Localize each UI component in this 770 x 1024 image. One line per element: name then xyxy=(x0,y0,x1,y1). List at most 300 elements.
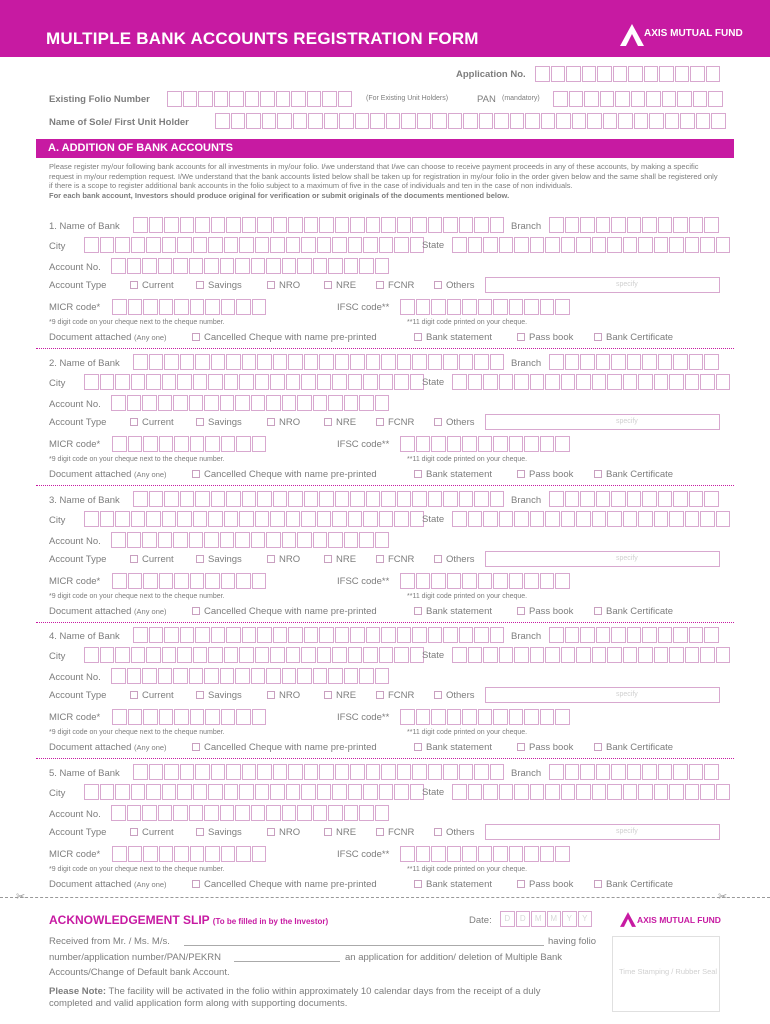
bank-4-type-nre[interactable] xyxy=(324,690,356,701)
bank-3-type-fcnr[interactable] xyxy=(376,554,414,565)
bank-3-doc-2[interactable] xyxy=(414,606,492,617)
bank-5-ifsc-note: **11 digit code printed on your cheque. xyxy=(407,866,528,873)
checkbox-label: Savings xyxy=(208,417,242,428)
bank-3-ifsc-note: **11 digit code printed on your cheque. xyxy=(407,593,528,600)
bank-3-city-boxes[interactable] xyxy=(84,511,425,527)
date-box[interactable]: D xyxy=(516,911,531,927)
ack-number-line[interactable] xyxy=(234,961,340,962)
bank-1-others-specify[interactable] xyxy=(485,277,720,293)
bank-1-name-label: 1. Name of Bank xyxy=(49,221,120,232)
bank-5-others-specify[interactable] xyxy=(485,824,720,840)
checkbox-icon[interactable] xyxy=(324,281,332,289)
bank-5-micr-label: MICR code* xyxy=(49,849,101,860)
bank-5-micr-boxes[interactable] xyxy=(112,846,267,862)
checkbox-label: Cancelled Cheque with name pre-printed xyxy=(204,606,377,617)
bank-5-city-label: City xyxy=(49,788,66,799)
checkbox-label: Pass book xyxy=(529,742,574,753)
ack-note xyxy=(49,986,540,997)
bank-5-type-fcnr[interactable] xyxy=(376,827,414,838)
axis-logo xyxy=(620,20,750,52)
doc-label-note: (Any one) xyxy=(134,880,167,889)
specify-placeholder: specify xyxy=(616,555,638,562)
ack-having-folio: having folio xyxy=(548,936,597,947)
checkbox-label: NRO xyxy=(279,417,301,428)
checkbox-icon[interactable] xyxy=(376,828,384,836)
bank-4-doc-4[interactable] xyxy=(594,742,673,753)
checkbox-icon[interactable] xyxy=(192,880,200,888)
bank-4-doc-3[interactable] xyxy=(517,742,573,753)
checkbox-icon[interactable] xyxy=(324,828,332,836)
folio-label: Existing Folio Number xyxy=(49,94,150,105)
checkbox-icon[interactable] xyxy=(594,743,602,751)
checkbox-label: NRE xyxy=(336,554,357,565)
bank-2-others-specify[interactable] xyxy=(485,414,720,430)
date-box[interactable]: D xyxy=(500,911,515,927)
bank-4-ifsc-label: IFSC code** xyxy=(337,712,390,723)
checkbox-label: NRE xyxy=(336,827,357,838)
bank-1-city-boxes[interactable] xyxy=(84,237,425,253)
bank-3-branch-label: Branch xyxy=(511,495,542,506)
bank-2-type-nre[interactable] xyxy=(324,417,356,428)
bank-3-type-label: Account Type xyxy=(49,554,107,565)
bank-2-branch-boxes[interactable] xyxy=(549,354,720,370)
checkbox-icon[interactable] xyxy=(414,333,422,341)
checkbox-label: Bank statement xyxy=(426,469,493,480)
bank-3-city-label: City xyxy=(49,515,66,526)
bank-2-doc-3[interactable] xyxy=(517,469,573,480)
bank-4-micr-label: MICR code* xyxy=(49,712,101,723)
checkbox-label: FCNR xyxy=(388,554,415,565)
checkbox-label: Bank Certificate xyxy=(606,742,674,753)
bank-2-ifsc-boxes[interactable] xyxy=(400,436,571,452)
checkbox-label: Others xyxy=(446,280,475,291)
bank-4-ifsc-note: **11 digit code printed on your cheque. xyxy=(407,729,528,736)
bank-4-separator xyxy=(36,758,734,759)
checkbox-label: FCNR xyxy=(388,280,415,291)
bank-2-type-others[interactable] xyxy=(434,417,475,428)
bank-4-state-label: State xyxy=(422,650,445,661)
bank-1-separator xyxy=(36,348,734,349)
checkbox-label: Current xyxy=(142,280,174,291)
checkbox-label: FCNR xyxy=(388,417,415,428)
bank-3-account-boxes[interactable] xyxy=(111,532,390,548)
bank-4-doc-2[interactable] xyxy=(414,742,492,753)
stamp-box xyxy=(612,936,720,1012)
checkbox-label: FCNR xyxy=(388,827,415,838)
bank-2-micr-boxes[interactable] xyxy=(112,436,267,452)
specify-placeholder: specify xyxy=(616,418,638,425)
checkbox-icon[interactable] xyxy=(376,691,384,699)
checkbox-label: FCNR xyxy=(388,690,415,701)
bank-3-type-others[interactable] xyxy=(434,554,475,565)
bank-1-micr-boxes[interactable] xyxy=(112,299,267,315)
bank-2-micr-note: *9 digit code on your cheque next to the cheque number. xyxy=(49,456,225,463)
checkbox-icon[interactable] xyxy=(130,418,138,426)
checkbox-label: Cancelled Cheque with name pre-printed xyxy=(204,742,377,753)
checkbox-label: NRO xyxy=(279,554,301,565)
checkbox-icon[interactable] xyxy=(517,333,525,341)
specify-placeholder: specify xyxy=(616,828,638,835)
bank-4-state-boxes[interactable] xyxy=(452,647,731,663)
bank-1-name-boxes[interactable] xyxy=(133,217,505,233)
bank-1-account-label: Account No. xyxy=(49,262,101,273)
holder-name-boxes[interactable] xyxy=(215,113,727,129)
bank-3-state-label: State xyxy=(422,514,445,525)
bank-4-doc-1[interactable] xyxy=(192,742,377,753)
bank-2-name-boxes[interactable] xyxy=(133,354,505,370)
bank-3-type-savings[interactable] xyxy=(196,554,242,565)
bank-4-ifsc-boxes[interactable] xyxy=(400,709,571,725)
cut-line xyxy=(0,897,770,898)
checkbox-label: Bank statement xyxy=(426,332,493,343)
bank-5-account-boxes[interactable] xyxy=(111,805,390,821)
bank-3-name-label: 3. Name of Bank xyxy=(49,495,120,506)
axis-logo-icon xyxy=(620,24,644,46)
bank-1-state-label: State xyxy=(422,240,445,251)
checkbox-icon[interactable] xyxy=(192,333,200,341)
checkbox-icon[interactable] xyxy=(517,743,525,751)
checkbox-label: NRO xyxy=(279,827,301,838)
checkbox-icon[interactable] xyxy=(196,555,204,563)
ack-name-line[interactable] xyxy=(184,945,544,946)
form-header xyxy=(0,0,770,57)
bank-2-city-label: City xyxy=(49,378,66,389)
bank-1-type-fcnr[interactable] xyxy=(376,280,414,291)
checkbox-label: Bank statement xyxy=(426,879,493,890)
ack-number-label: number/application number/PAN/PEKRN xyxy=(49,952,221,963)
bank-5-type-nro[interactable] xyxy=(267,827,300,838)
checkbox-icon[interactable] xyxy=(196,828,204,836)
checkbox-icon[interactable] xyxy=(414,470,422,478)
bank-1-micr-note: *9 digit code on your cheque next to the cheque number. xyxy=(49,319,225,326)
checkbox-icon[interactable] xyxy=(376,418,384,426)
doc-label-text: Document attached xyxy=(49,332,135,343)
bank-3-separator xyxy=(36,622,734,623)
checkbox-label: Savings xyxy=(208,554,242,565)
bank-3-micr-label: MICR code* xyxy=(49,576,101,587)
ack-title xyxy=(49,913,328,927)
bank-5-doc-label xyxy=(49,879,167,890)
doc-label-note: (Any one) xyxy=(134,470,167,479)
checkbox-label: NRO xyxy=(279,280,301,291)
bank-5-name-boxes[interactable] xyxy=(133,764,505,780)
ack-received-label: Received from Mr. / Ms. M/s. xyxy=(49,936,170,947)
ack-note-text-2: completed and valid application form along with supporting documents. xyxy=(49,998,348,1009)
checkbox-label: Others xyxy=(446,690,475,701)
checkbox-icon[interactable] xyxy=(196,281,204,289)
bank-5-doc-2[interactable] xyxy=(414,879,492,890)
bank-3-others-specify[interactable] xyxy=(485,551,720,567)
checkbox-icon[interactable] xyxy=(192,607,200,615)
checkbox-label: NRE xyxy=(336,417,357,428)
bank-2-doc-4[interactable] xyxy=(594,469,673,480)
application-no-boxes[interactable] xyxy=(535,66,721,82)
doc-label-text: Document attached xyxy=(49,879,135,890)
bank-2-type-fcnr[interactable] xyxy=(376,417,414,428)
bank-2-type-label: Account Type xyxy=(49,417,107,428)
bank-1-city-label: City xyxy=(49,241,66,252)
checkbox-icon[interactable] xyxy=(324,555,332,563)
bank-3-doc-1[interactable] xyxy=(192,606,377,617)
form-title: MULTIPLE BANK ACCOUNTS REGISTRATION FORM xyxy=(46,29,479,48)
bank-3-micr-note: *9 digit code on your cheque next to the cheque number. xyxy=(49,593,225,600)
checkbox-icon[interactable] xyxy=(196,691,204,699)
bank-2-doc-label xyxy=(49,469,167,480)
bank-3-type-current[interactable] xyxy=(130,554,174,565)
bank-5-branch-label: Branch xyxy=(511,768,542,779)
date-box[interactable]: Y xyxy=(578,911,593,927)
checkbox-label: Pass book xyxy=(529,606,574,617)
bank-1-type-savings[interactable] xyxy=(196,280,242,291)
checkbox-label: Pass book xyxy=(529,879,574,890)
bank-4-city-boxes[interactable] xyxy=(84,647,425,663)
ack-subtitle: (To be filled in by the Investor) xyxy=(212,917,329,926)
bank-3-state-boxes[interactable] xyxy=(452,511,731,527)
checkbox-icon[interactable] xyxy=(517,470,525,478)
bank-4-type-savings[interactable] xyxy=(196,690,242,701)
checkbox-label: Others xyxy=(446,827,475,838)
scissors-icon-left: ✂ xyxy=(16,891,26,903)
specify-placeholder: specify xyxy=(616,691,638,698)
bank-2-doc-2[interactable] xyxy=(414,469,492,480)
bank-1-type-current[interactable] xyxy=(130,280,174,291)
bank-1-doc-2[interactable] xyxy=(414,332,492,343)
scissors-icon-right: ✂ xyxy=(718,891,728,903)
bank-2-doc-1[interactable] xyxy=(192,469,377,480)
checkbox-label: Current xyxy=(142,554,174,565)
checkbox-icon[interactable] xyxy=(594,333,602,341)
checkbox-icon[interactable] xyxy=(414,743,422,751)
logo-text: AXIS MUTUAL FUND xyxy=(644,28,743,39)
bank-5-ifsc-label: IFSC code** xyxy=(337,849,390,860)
bank-1-ifsc-boxes[interactable] xyxy=(400,299,571,315)
checkbox-icon[interactable] xyxy=(434,418,442,426)
date-box[interactable]: M xyxy=(547,911,562,927)
bank-1-doc-label xyxy=(49,332,167,343)
holder-name-label: Name of Sole/ First Unit Holder xyxy=(49,117,189,128)
bank-4-micr-note: *9 digit code on your cheque next to the cheque number. xyxy=(49,729,225,736)
bank-5-type-nre[interactable] xyxy=(324,827,356,838)
bank-5-type-others[interactable] xyxy=(434,827,475,838)
checkbox-icon[interactable] xyxy=(324,418,332,426)
checkbox-icon[interactable] xyxy=(192,743,200,751)
doc-label-text: Document attached xyxy=(49,469,135,480)
bank-1-branch-boxes[interactable] xyxy=(549,217,720,233)
bank-5-state-label: State xyxy=(422,787,445,798)
checkbox-icon[interactable] xyxy=(434,281,442,289)
checkbox-label: Cancelled Cheque with name pre-printed xyxy=(204,469,377,480)
stamp-text: Time Stamping / Rubber Seal xyxy=(619,967,718,976)
bank-2-separator xyxy=(36,485,734,486)
checkbox-icon[interactable] xyxy=(192,470,200,478)
checkbox-icon[interactable] xyxy=(376,555,384,563)
bank-3-name-boxes[interactable] xyxy=(133,491,505,507)
checkbox-label: Current xyxy=(142,827,174,838)
bank-4-type-others[interactable] xyxy=(434,690,475,701)
checkbox-label: Bank Certificate xyxy=(606,469,674,480)
checkbox-icon[interactable] xyxy=(434,828,442,836)
doc-label-note: (Any one) xyxy=(134,607,167,616)
checkbox-label: Cancelled Cheque with name pre-printed xyxy=(204,332,377,343)
bank-2-state-label: State xyxy=(422,377,445,388)
checkbox-icon[interactable] xyxy=(267,828,275,836)
bank-2-micr-label: MICR code* xyxy=(49,439,101,450)
bank-1-micr-label: MICR code* xyxy=(49,302,101,313)
bank-2-type-nro[interactable] xyxy=(267,417,300,428)
checkbox-icon[interactable] xyxy=(594,607,602,615)
bank-5-type-savings[interactable] xyxy=(196,827,242,838)
checkbox-label: Bank statement xyxy=(426,742,493,753)
folio-note: (For Existing Unit Holders) xyxy=(366,95,449,102)
bank-3-doc-label xyxy=(49,606,167,617)
checkbox-label: NRE xyxy=(336,690,357,701)
bank-5-doc-3[interactable] xyxy=(517,879,573,890)
bank-3-ifsc-boxes[interactable] xyxy=(400,573,571,589)
section-a-title: A. ADDITION OF BANK ACCOUNTS xyxy=(48,142,233,154)
ack-logo-text: AXIS MUTUAL FUND xyxy=(637,915,721,925)
pan-note: (mandatory) xyxy=(502,95,540,102)
bank-3-type-nre[interactable] xyxy=(324,554,356,565)
pan-label: PAN xyxy=(477,94,496,105)
bank-5-type-current[interactable] xyxy=(130,827,174,838)
checkbox-label: Bank Certificate xyxy=(606,879,674,890)
checkbox-icon[interactable] xyxy=(130,691,138,699)
checkbox-icon[interactable] xyxy=(517,607,525,615)
bank-5-city-boxes[interactable] xyxy=(84,784,425,800)
bank-4-others-specify[interactable] xyxy=(485,687,720,703)
bank-1-account-boxes[interactable] xyxy=(111,258,390,274)
checkbox-icon[interactable] xyxy=(434,555,442,563)
bank-1-type-nre[interactable] xyxy=(324,280,356,291)
checkbox-icon[interactable] xyxy=(434,691,442,699)
bank-5-name-label: 5. Name of Bank xyxy=(49,768,120,779)
bank-3-branch-boxes[interactable] xyxy=(549,491,720,507)
bank-4-city-label: City xyxy=(49,651,66,662)
checkbox-label: NRE xyxy=(336,280,357,291)
ack-logo-icon xyxy=(620,912,636,927)
ack-date-boxes[interactable] xyxy=(500,911,593,927)
bank-3-account-label: Account No. xyxy=(49,536,101,547)
bank-5-branch-boxes[interactable] xyxy=(549,764,720,780)
bank-2-type-current[interactable] xyxy=(130,417,174,428)
application-no-label: Application No. xyxy=(456,69,526,80)
bank-3-type-nro[interactable] xyxy=(267,554,300,565)
checkbox-icon[interactable] xyxy=(130,828,138,836)
bank-4-type-nro[interactable] xyxy=(267,690,300,701)
checkbox-label: Current xyxy=(142,417,174,428)
bank-4-type-label: Account Type xyxy=(49,690,107,701)
checkbox-label: Bank statement xyxy=(426,606,493,617)
bank-4-type-current[interactable] xyxy=(130,690,174,701)
bank-4-name-label: 4. Name of Bank xyxy=(49,631,120,642)
checkbox-label: Savings xyxy=(208,827,242,838)
checkbox-icon[interactable] xyxy=(414,880,422,888)
checkbox-label: Pass book xyxy=(529,332,574,343)
bank-4-account-boxes[interactable] xyxy=(111,668,390,684)
bank-2-state-boxes[interactable] xyxy=(452,374,731,390)
bank-3-doc-4[interactable] xyxy=(594,606,673,617)
checkbox-icon[interactable] xyxy=(594,880,602,888)
bank-4-doc-label xyxy=(49,742,167,753)
doc-label-text: Document attached xyxy=(49,606,135,617)
bank-5-type-label: Account Type xyxy=(49,827,107,838)
bank-5-doc-4[interactable] xyxy=(594,879,673,890)
checkbox-icon[interactable] xyxy=(594,470,602,478)
bank-4-micr-boxes[interactable] xyxy=(112,709,267,725)
bank-1-branch-label: Branch xyxy=(511,221,542,232)
bank-5-account-label: Account No. xyxy=(49,809,101,820)
bank-2-account-label: Account No. xyxy=(49,399,101,410)
folio-boxes[interactable] xyxy=(167,91,353,107)
bank-3-doc-3[interactable] xyxy=(517,606,573,617)
section-a-bar xyxy=(36,139,734,158)
bank-4-branch-label: Branch xyxy=(511,631,542,642)
bank-5-doc-1[interactable] xyxy=(192,879,377,890)
checkbox-label: Bank Certificate xyxy=(606,606,674,617)
bank-1-type-others[interactable] xyxy=(434,280,475,291)
checkbox-label: Savings xyxy=(208,280,242,291)
checkbox-icon[interactable] xyxy=(130,555,138,563)
ack-date-label: Date: xyxy=(469,915,492,926)
bank-5-state-boxes[interactable] xyxy=(452,784,731,800)
checkbox-icon[interactable] xyxy=(267,555,275,563)
bank-4-type-fcnr[interactable] xyxy=(376,690,414,701)
intro-text: Please register my/our following bank accounts for all investments in my/our folio. I/we understand that I/we can choose to receive payment proceeds in any of these accounts, by making a specific request in my/our redemption request. I/We understand that the bank accounts listed below shall be taken up for registration in my/our folio in the order given below and the same shall be registered only if there is a scope to register additional bank accounts in the folio subject to a maximum of five in the case of individuals and ten in the case of non individuals. xyxy=(49,162,718,191)
checkbox-icon[interactable] xyxy=(324,691,332,699)
date-box[interactable]: M xyxy=(531,911,546,927)
ack-note-label: Please Note: xyxy=(49,986,107,997)
checkbox-icon[interactable] xyxy=(517,880,525,888)
checkbox-icon[interactable] xyxy=(196,418,204,426)
section-a-paragraph xyxy=(49,162,719,200)
bank-2-branch-label: Branch xyxy=(511,358,542,369)
bank-1-state-boxes[interactable] xyxy=(452,237,731,253)
doc-label-text: Document attached xyxy=(49,742,135,753)
bank-1-doc-3[interactable] xyxy=(517,332,573,343)
intro-note: For each bank account, Investors should produce original for verification or submit originals of the documents mentioned below. xyxy=(49,190,510,200)
bank-3-micr-boxes[interactable] xyxy=(112,573,267,589)
bank-1-ifsc-label: IFSC code** xyxy=(337,302,390,313)
bank-1-type-nro[interactable] xyxy=(267,280,300,291)
bank-4-account-label: Account No. xyxy=(49,672,101,683)
bank-1-type-label: Account Type xyxy=(49,280,107,291)
bank-3-ifsc-label: IFSC code** xyxy=(337,576,390,587)
checkbox-icon[interactable] xyxy=(267,418,275,426)
bank-2-city-boxes[interactable] xyxy=(84,374,425,390)
checkbox-label: Cancelled Cheque with name pre-printed xyxy=(204,879,377,890)
pan-boxes[interactable] xyxy=(553,91,724,107)
checkbox-label: Savings xyxy=(208,690,242,701)
bank-1-doc-1[interactable] xyxy=(192,332,377,343)
checkbox-icon[interactable] xyxy=(376,281,384,289)
checkbox-icon[interactable] xyxy=(130,281,138,289)
bank-4-branch-boxes[interactable] xyxy=(549,627,720,643)
bank-2-name-label: 2. Name of Bank xyxy=(49,358,120,369)
bank-2-type-savings[interactable] xyxy=(196,417,242,428)
date-box[interactable]: Y xyxy=(562,911,577,927)
bank-5-micr-note: *9 digit code on your cheque next to the cheque number. xyxy=(49,866,225,873)
bank-4-name-boxes[interactable] xyxy=(133,627,505,643)
bank-2-account-boxes[interactable] xyxy=(111,395,390,411)
checkbox-icon[interactable] xyxy=(267,691,275,699)
specify-placeholder: specify xyxy=(616,281,638,288)
ack-accounts-text: Accounts/Change of Default bank Account. xyxy=(49,967,230,978)
bank-1-doc-4[interactable] xyxy=(594,332,673,343)
ack-title-text: ACKNOWLEDGEMENT SLIP xyxy=(49,913,210,927)
checkbox-icon[interactable] xyxy=(267,281,275,289)
checkbox-icon[interactable] xyxy=(414,607,422,615)
bank-5-ifsc-boxes[interactable] xyxy=(400,846,571,862)
